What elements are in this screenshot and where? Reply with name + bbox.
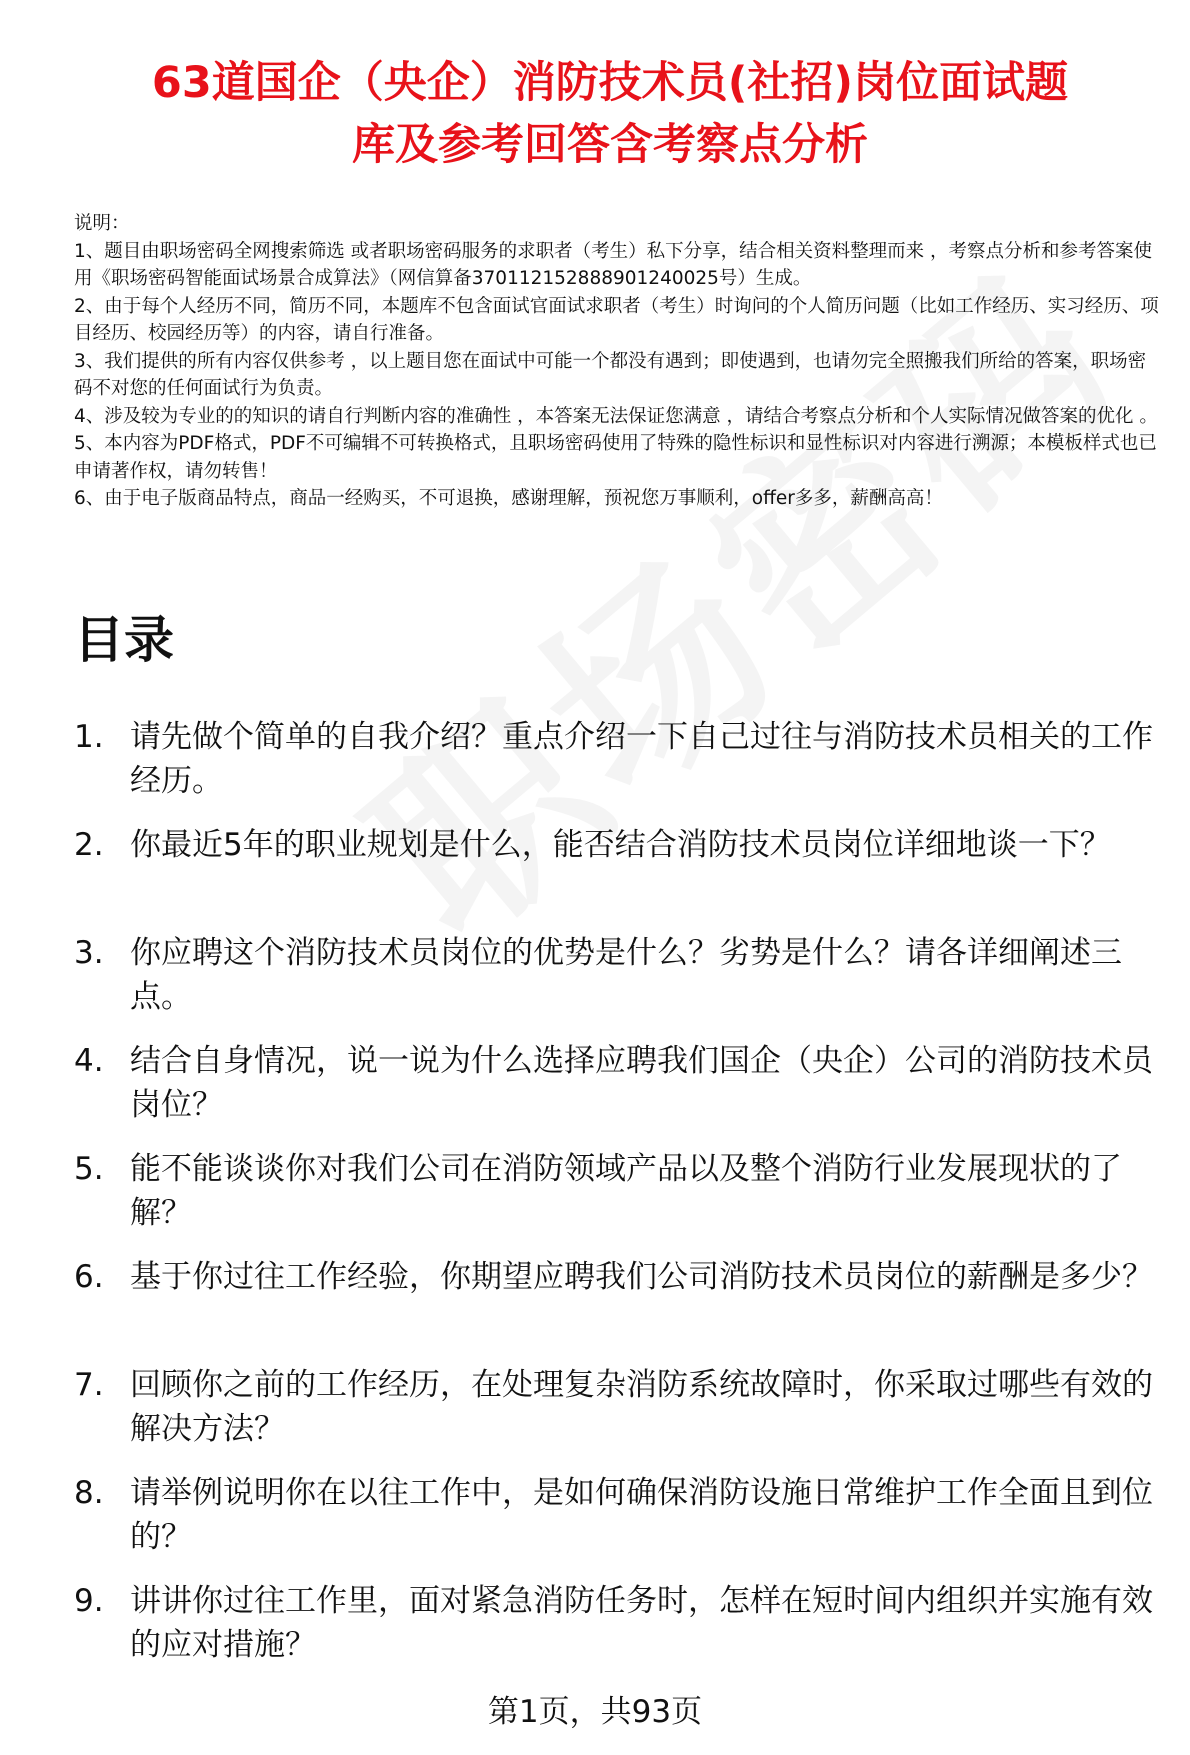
toc-item-number: 6. <box>74 1259 104 1295</box>
toc-item-number: 7. <box>74 1367 104 1403</box>
toc-item[interactable] <box>74 1255 1164 1363</box>
notes-section <box>74 210 1164 513</box>
toc-item[interactable] <box>74 715 1164 823</box>
note-line: 1、题目由职场密码全网搜索筛选 或者职场密码服务的求职者（考生）私下分享，结合相关资料整理而来 ，考察点分析和参考答案使用《职场密码智能面试场景合成算法》（网信算备370112152888901240025号）生成。 <box>74 240 1153 289</box>
toc-heading: 目录 <box>74 611 174 669</box>
page-footer: 第1页，共93页 <box>487 1694 703 1730</box>
document-title-line-1: 63道国企（央企）消防技术员(社招)岗位面试题 <box>151 58 1069 108</box>
document-title-line-2: 库及参考回答含考察点分析 <box>352 120 868 170</box>
toc-item-number: 3. <box>74 935 104 971</box>
toc-item[interactable] <box>74 1147 1164 1255</box>
toc-item-text: 你最近5年的职业规划是什么，能否结合消防技术员岗位详细地谈一下？ <box>130 827 1111 863</box>
toc-item[interactable] <box>74 1471 1164 1579</box>
toc-item-number: 5. <box>74 1151 104 1187</box>
toc-item[interactable] <box>74 1363 1164 1471</box>
toc-item[interactable] <box>74 823 1164 931</box>
toc-item-text: 讲讲你过往工作里，面对紧急消防任务时，怎样在短时间内组织并实施有效的应对措施？ <box>130 1583 1153 1663</box>
toc-item-text: 你应聘这个消防技术员岗位的优势是什么？劣势是什么？请各详细阐述三点。 <box>130 935 1122 1015</box>
note-line: 2、由于每个人经历不同，简历不同，本题库不包含面试官面试求职者（考生）时询问的个人简历问题（比如工作经历、实习经历、项目经历、校园经历等）的内容，请自行准备。 <box>74 295 1159 344</box>
note-line: 6、由于电子版商品特点，商品一经购买，不可退换，感谢理解，预祝您万事顺利，offer多多，薪酬高高！ <box>74 488 943 509</box>
toc-item-number: 8. <box>74 1475 104 1511</box>
toc-item[interactable] <box>74 1039 1164 1147</box>
toc-item[interactable] <box>74 931 1164 1039</box>
toc-item-number: 4. <box>74 1043 104 1079</box>
toc-list <box>74 715 1164 1687</box>
toc-item-number: 1. <box>74 719 104 755</box>
toc-item-text: 能不能谈谈你对我们公司在消防领域产品以及整个消防行业发展现状的了解？ <box>130 1151 1122 1231</box>
toc-item-text: 回顾你之前的工作经历，在处理复杂消防系统故障时，你采取过哪些有效的解决方法？ <box>130 1367 1153 1447</box>
note-line: 说明： <box>74 213 130 234</box>
document-title <box>60 52 1160 176</box>
toc-item-text: 结合自身情况，说一说为什么选择应聘我们国企（央企）公司的消防技术员岗位？ <box>130 1043 1153 1123</box>
toc-item-number: 2. <box>74 827 104 863</box>
toc-item-text: 请举例说明你在以往工作中，是如何确保消防设施日常维护工作全面且到位的？ <box>130 1475 1153 1555</box>
toc-item-text: 请先做个简单的自我介绍？重点介绍一下自己过往与消防技术员相关的工作经历。 <box>130 719 1153 799</box>
note-line: 5、本内容为PDF格式，PDF不可编辑不可转换格式，且职场密码使用了特殊的隐性标识和显性标识对内容进行溯源；本模板样式也已申请著作权，请勿转售！ <box>74 433 1157 482</box>
toc-item[interactable] <box>74 1579 1164 1687</box>
note-line: 3、我们提供的所有内容仅供参考 ，以上题目您在面试中可能一个都没有遇到；即使遇到，也请勿完全照搬我们所给的答案，职场密码不对您的任何面试行为负责。 <box>74 350 1147 399</box>
note-line: 4、涉及较为专业的的知识的请自行判断内容的准确性 ，本答案无法保证您满意 ，请结合考察点分析和个人实际情况做答案的优化 。 <box>74 405 1158 427</box>
toc-item-number: 9. <box>74 1583 104 1619</box>
toc-item-text: 基于你过往工作经验，你期望应聘我们公司消防技术员岗位的薪酬是多少？ <box>130 1259 1153 1295</box>
